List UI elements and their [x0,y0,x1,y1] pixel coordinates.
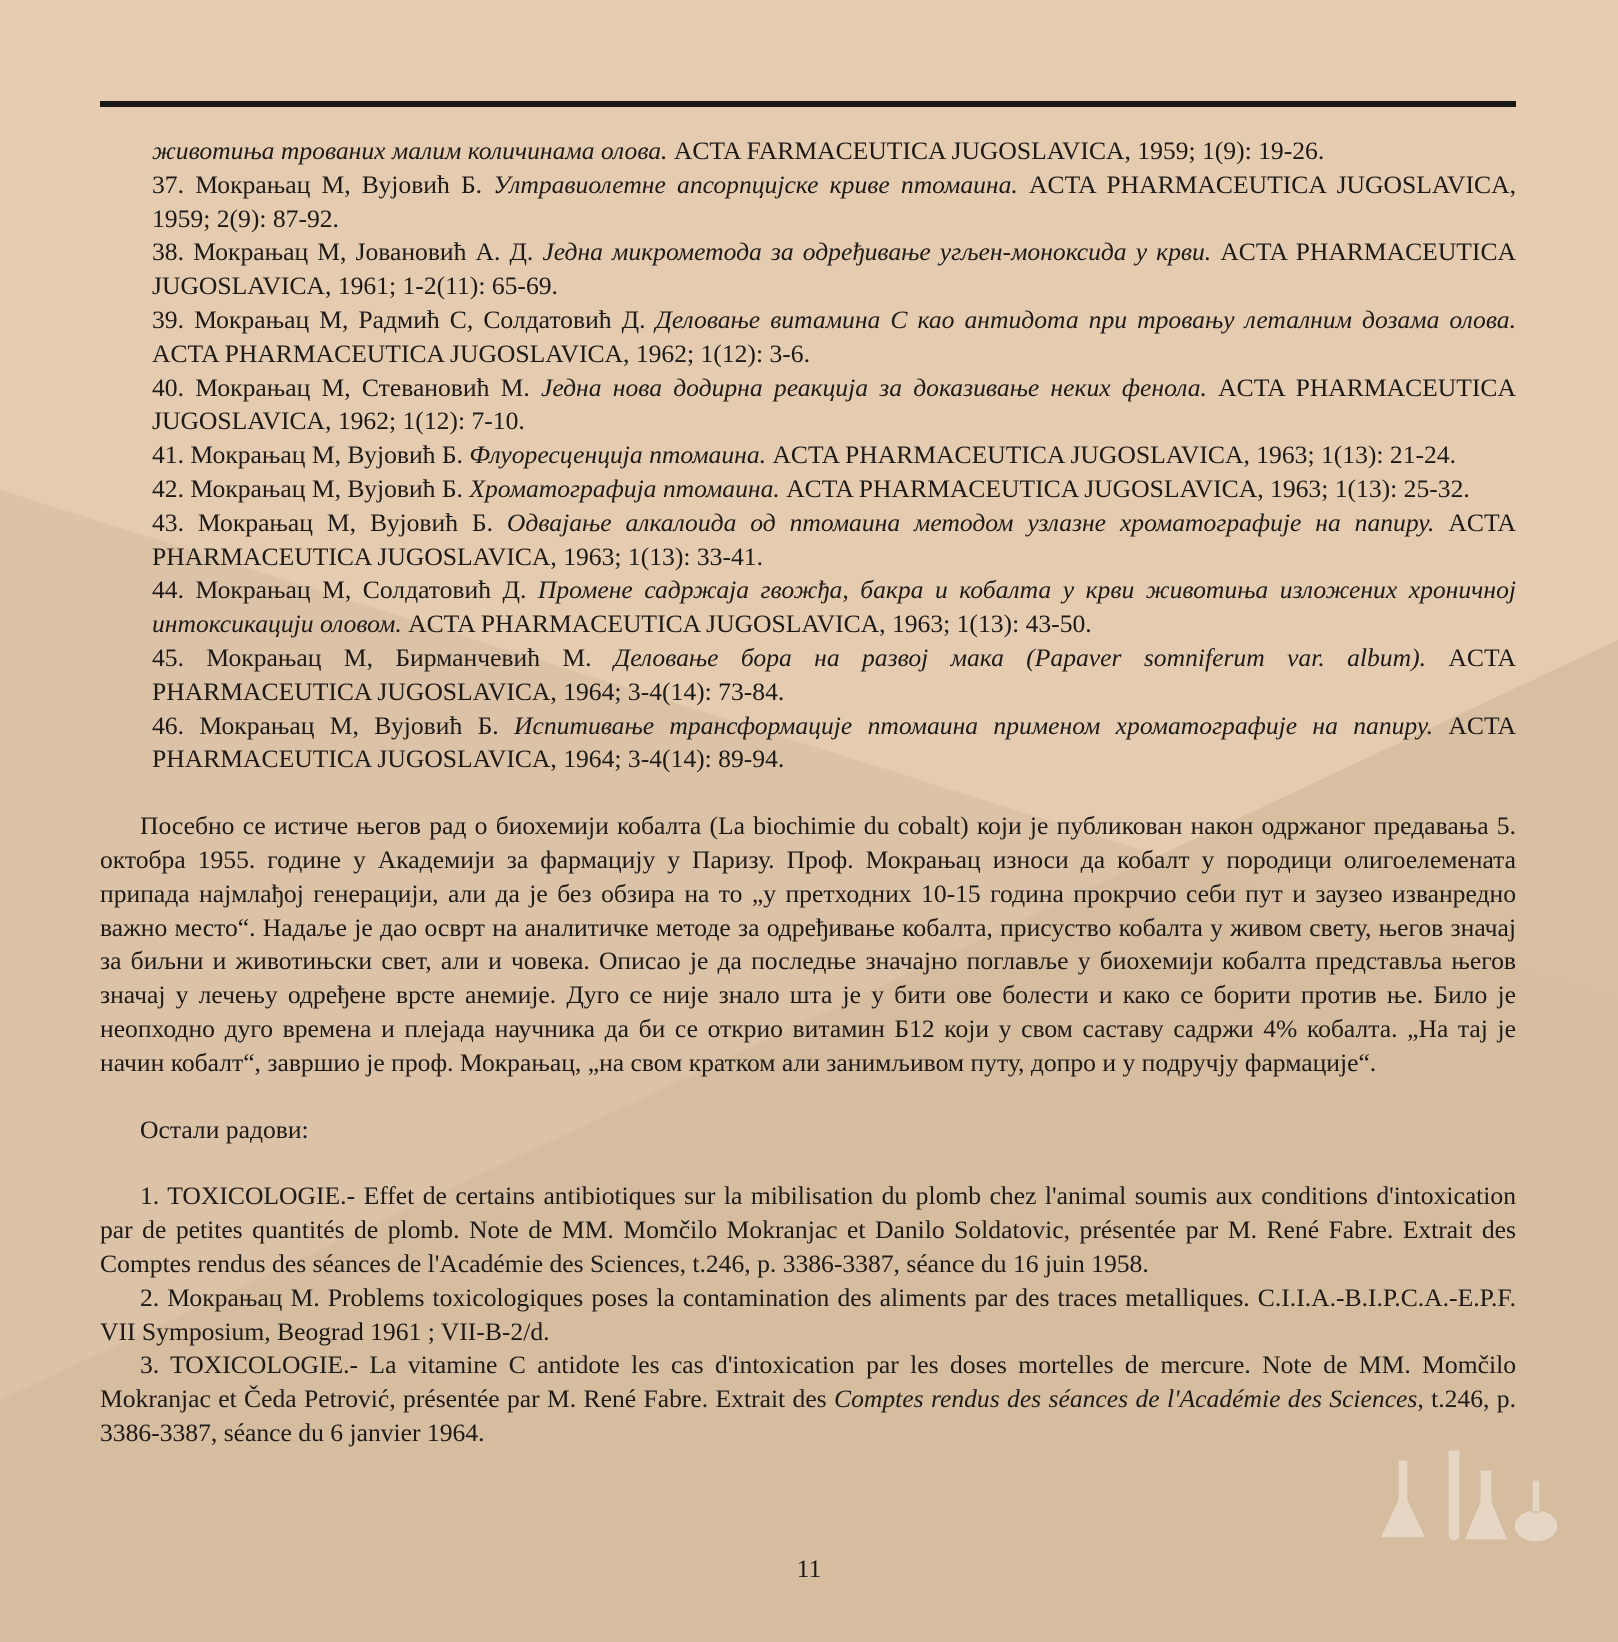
reference-source: ACTA PHARMACEUTICA JUGOSLAVICA, 1963; 1(13): 33-41. [152,507,1517,571]
reference-title: Деловање витамина C као антидота при тровању леталним дозама олова. [655,304,1516,334]
body-paragraph: Посебно се истиче његов рад о биохемији кобалта (La biochimie du cobalt) који је публикован након одржаног предавања 5. октобра 1955. године у Академији за фармацију у Паризу. Проф. Мокрањац износи да кобалт у породици олигоелемената припада најмлађој генерацији, али да је без обзира на то „у претходних 10-15 година прокрчио себи пут и заузео изванредно важно место“. Надаље је дао осврт на аналитичке методе за одређивање кобалта, присуство кобалта у живом свету, његов значај за биљни и животињски свет, али и човека. Описао је да последње значајно поглавље у биохемији кобалта представља његов значај у лечењу одређене врсте анемије. Дуго се није знало шта је у бити ове болести и како се борити против ње. Било је неопходно дуго времена и плејада научника да би се открио витамин Б12 који у свом саставу садржи 4% кобалта. „На тај је начин кобалт“, завршио је проф. Мокрањац, „на свом кратком али занимљивом путу, допро и у подручју фармације“. [100,811,1516,1077]
reference-source: ACTA PHARMACEUTICA JUGOSLAVICA, 1959; 2(9): 87-92. [152,169,1516,233]
reference-item [152,371,1516,439]
reference-authors: Мокрањац М, Вујовић Б. [195,169,483,199]
page-content [100,134,1516,1450]
reference-item [152,573,1516,641]
reference-source: ACTA PHARMACEUTICA JUGOSLAVICA, 1962; 1(12): 7-10. [152,372,1516,436]
reference-item [152,709,1516,777]
reference-authors: Мокрањац М, Вујовић Б. [199,710,499,740]
reference-source: ACTA PHARMACEUTICA JUGOSLAVICA, 1963; 1(13): 21-24. [772,440,1457,470]
reference-title: Хроматографија птомаина. [469,473,780,503]
reference-source: ACTA PHARMACEUTICA JUGOSLAVICA, 1963; 1(13): 25-32. [786,473,1470,503]
reference-title: Промене садржаја гвожђа, бакра и кобалта у крви животиња изложених хроничној интоксикацији оловом. [152,575,1516,639]
reference-number: 40. [152,372,184,402]
reference-source: ACTA PHARMACEUTICA JUGOSLAVICA, 1961; 1-2(11): 65-69. [152,237,1517,301]
other-work-text: 2. Мокрањац М. Problems toxicologiques poses la contamination des aliments par des traces metalliques. C.I.I.A.-B.I.P.C.A.-E.P.F. VII Symposium, Beograd 1961 ; VII-B-2/d. [100,1282,1516,1346]
other-works-list [100,1179,1516,1449]
reference-source: ACTA PHARMACEUTICA JUGOSLAVICA, 1962; 1(12): 3-6. [152,338,810,368]
other-work-tail: , t.246, p. 3386-3387, séance du 6 janvier 1964. [100,1384,1516,1447]
reference-number: 42. [152,473,184,503]
reference-title: животиња трованих малим количинама олова. [152,136,668,165]
other-work-text: 3. TOXICOLOGIE.- La vitamine C antidote les cas d'intoxication par les doses mortelles de mercure. Note de MM. Momčilo Mokranjac et Čeda Petrović, présentée par M. René Fabre. Extrait des [100,1350,1516,1414]
reference-title: Флуоресценција птомаина. [469,440,767,470]
other-work-item [100,1281,1516,1349]
reference-authors: Мокрањац М, Вујовић Б. [190,440,463,470]
reference-authors: Мокрањац М, Радмић С, Солдатовић Д. [194,304,646,334]
reference-title: Ултравиолетне апсорпцијске криве птомаина. [493,169,1018,199]
reference-item [152,472,1516,506]
reference-number: 46. [152,710,184,740]
reference-source: ACTA PHARMACEUTICA JUGOSLAVICA, 1963; 1(13): 43-50. [408,609,1092,639]
reference-number: 43. [152,507,184,537]
reference-title: Једна нова додирна реакција за доказивање неких фенола. [541,372,1207,402]
reference-title: Испитивање трансформације птомаина применом хроматографије на папиру. [514,710,1434,740]
reference-source: ACTA FARMACEUTICA JUGOSLAVICA, 1959; 1(9): 19-26. [673,136,1325,165]
reference-authors: Мокрањац М, Стевановић М. [195,372,530,402]
reference-number: 44. [152,575,184,605]
reference-title: Одвајање алкалоида од птомаина методом узлазне хроматографије на папиру. [506,507,1435,537]
reference-authors: Мокрањац М, Бирманчевић М. [206,642,592,672]
reference-source: ACTA PHARMACEUTICA JUGOSLAVICA, 1964; 3-4(14): 89-94. [152,710,1517,774]
reference-number: 41. [152,440,184,470]
reference-number: 39. [152,304,184,334]
reference-item [152,438,1516,472]
reference-list [152,134,1516,776]
reference-number: 38. [152,237,184,267]
reference-item [152,641,1516,709]
reference-item [152,506,1516,574]
other-work-italic: Comptes rendus des séances de l'Académie des Sciences [834,1384,1418,1414]
reference-item [152,134,1516,168]
reference-item [152,303,1516,371]
reference-number: 45. [152,642,184,672]
reference-item [152,235,1516,303]
reference-authors: Мокрањац М, Вујовић Б. [197,507,493,537]
other-work-item [100,1348,1516,1449]
reference-number: 37. [152,169,184,199]
page-number: 11 [796,1554,822,1583]
reference-authors: Мокрањац М, Вујовић Б. [190,473,463,503]
header-rule [100,101,1516,107]
reference-title: Једна микрометода за одређивање угљен-моноксида у крви. [542,237,1212,267]
reference-authors: Мокрањац М, Солдатовић Д. [195,575,527,605]
reference-source: ACTA PHARMACEUTICA JUGOSLAVICA, 1964; 3-4(14): 73-84. [152,642,1517,706]
other-work-text: 1. TOXICOLOGIE.- Effet de certains antibiotiques sur la mibilisation du plomb chez l'animal soumis aux conditions d'intoxication par de petites quantités de plomb. Note de MM. Momčilo Mokranjac et Danilo Soldatovic, présentée par M. René Fabre. Extrait des Comptes rendus des séances de l'Académie des Sciences, t.246, p. 3386-3387, séance du 16 juin 1958. [100,1181,1516,1278]
other-works-heading: Остали радови: [140,1114,309,1144]
other-work-item [100,1179,1516,1280]
reference-item [152,168,1516,236]
reference-title: Деловање бора на развој мака (Papaver somniferum var. album). [613,642,1427,672]
reference-authors: Мокрањац М, Јовановић А. Д. [193,237,534,267]
